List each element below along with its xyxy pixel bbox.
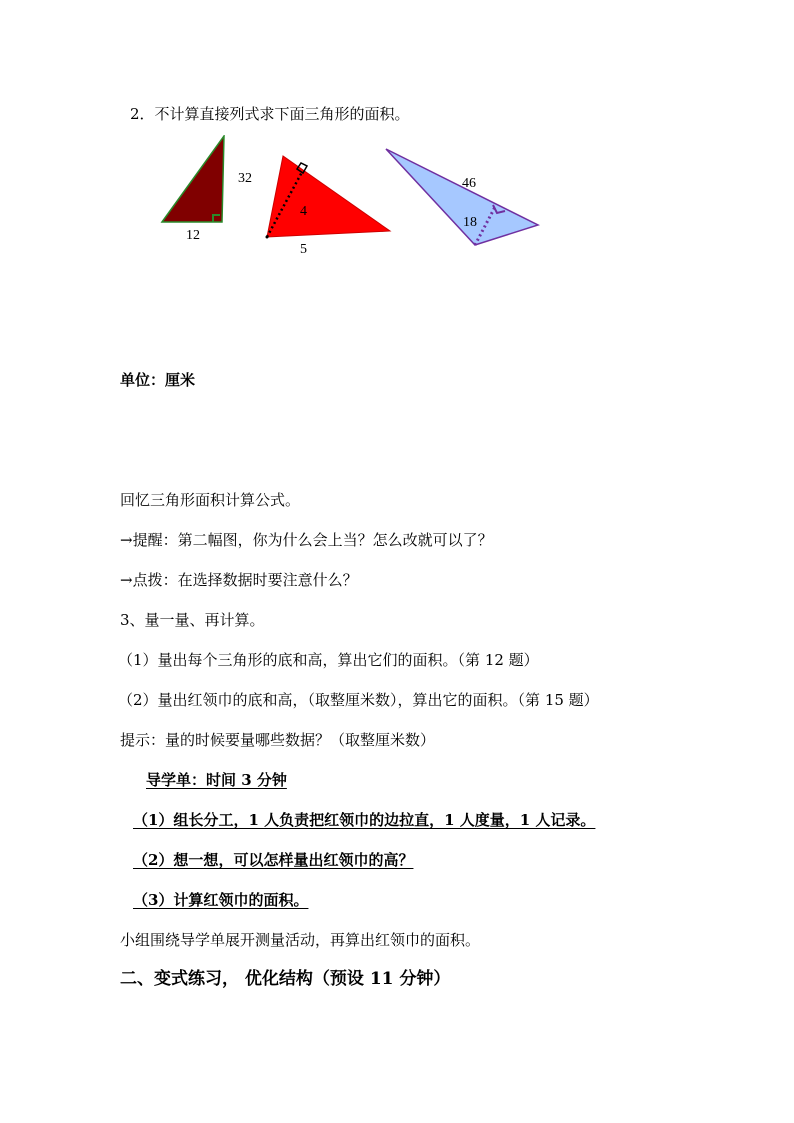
question-3-item-2: （2）量出红领巾的底和高，（取整厘米数），算出它的面积。（第 15 题） bbox=[118, 691, 599, 709]
tri2-height-label: 4 bbox=[300, 204, 307, 219]
recall-text: 回忆三角形面积计算公式。 bbox=[120, 491, 301, 509]
question-3-item-1: （1）量出每个三角形的底和高，算出它们的面积。（第 12 题） bbox=[118, 651, 539, 669]
unit-label: 单位：厘米 bbox=[120, 371, 196, 389]
question-3-title: 3、量一量、再计算。 bbox=[120, 611, 265, 629]
section-2-heading: 二、变式练习， 优化结构（预设 11 分钟） bbox=[120, 969, 451, 989]
activity-text: 小组围绕导学单展开测量活动，再算出红领巾的面积。 bbox=[120, 931, 481, 949]
guide-item-3: （3）计算红领巾的面积。 bbox=[133, 891, 309, 909]
guide-item-1: （1）组长分工，1 人负责把红领巾的边拉直，1 人度量，1 人记录。 bbox=[133, 811, 596, 829]
remind-text: →提醒：第二幅图，你为什么会上当？怎么改就可以了？ bbox=[120, 531, 493, 549]
blue-triangle bbox=[386, 149, 538, 245]
question-2: 2．不计算直接列式求下面三角形的面积。 bbox=[130, 105, 410, 123]
tri1-height-label: 32 bbox=[238, 171, 252, 186]
red-triangle bbox=[266, 156, 391, 257]
right-triangle bbox=[162, 136, 252, 243]
tip-text: 提示：量的时候要量哪些数据？（取整厘米数） bbox=[120, 731, 436, 749]
triangles-figure bbox=[150, 135, 550, 260]
tri3-height-label: 18 bbox=[463, 215, 477, 230]
tri1-base-label: 12 bbox=[186, 228, 200, 243]
tri3-side-label: 46 bbox=[462, 176, 476, 191]
hint-text: →点拨：在选择数据时要注意什么？ bbox=[120, 571, 358, 589]
tri2-base-label: 5 bbox=[300, 242, 307, 257]
guide-title: 导学单：时间 3 分钟 bbox=[146, 771, 287, 789]
guide-item-2: （2）想一想，可以怎样量出红领巾的高？ bbox=[133, 851, 414, 869]
